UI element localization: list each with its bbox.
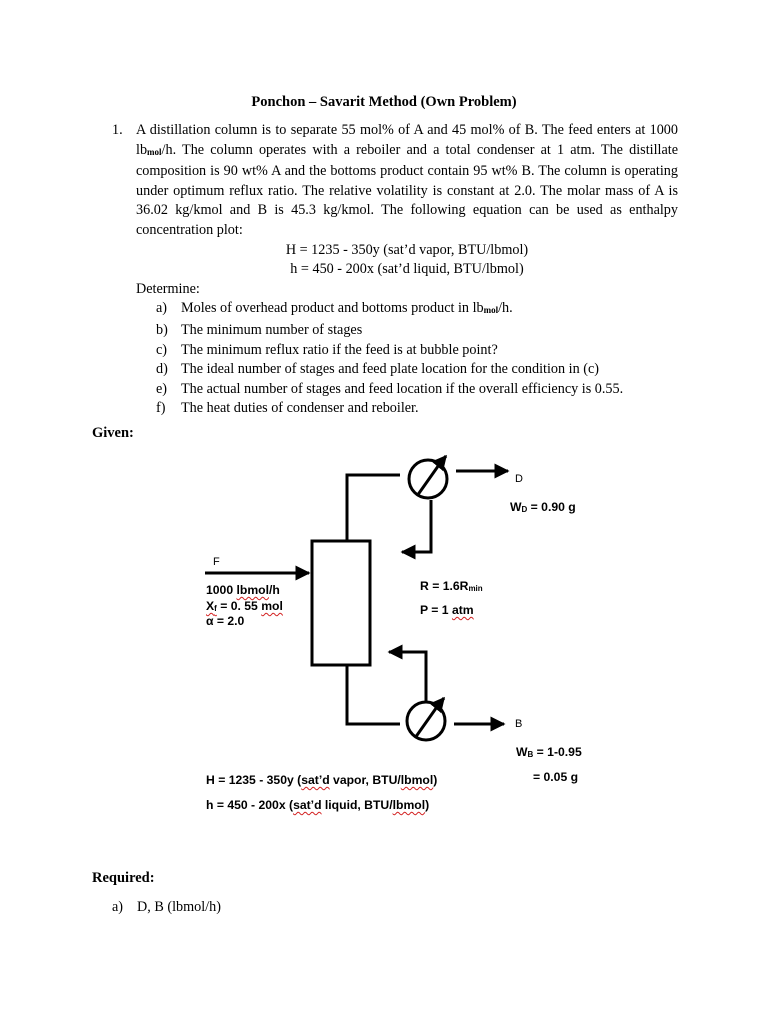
page-title: Ponchon – Savarit Method (Own Problem) — [251, 94, 517, 110]
eq-liquid-pre: h = 450 - 200x ( — [206, 798, 294, 812]
unit-subscript: mol — [147, 146, 162, 157]
eq-liquid-unit: lbmol — [392, 798, 426, 812]
wd-symbol: W — [510, 500, 522, 514]
reboiler-exchanger-arrow — [439, 698, 444, 704]
wd-subscript: D — [521, 505, 528, 514]
pressure-value: P = 1 — [420, 603, 452, 617]
list-item — [156, 299, 678, 321]
problem-number: 1. — [112, 122, 123, 138]
required-item-text: D, B (lbmol/h) — [137, 899, 221, 915]
feed-rate — [206, 583, 280, 597]
reflux-ratio-subscript: min — [468, 584, 483, 593]
reflux-line — [402, 500, 431, 552]
condenser-diagonal — [417, 462, 441, 496]
feed-label: F — [213, 556, 220, 568]
eq-liquid-mid: liquid, BTU/ — [321, 798, 393, 812]
required-heading: Required: — [92, 870, 155, 886]
pressure-unit: atm — [451, 603, 474, 617]
diagram-equation-vapor — [206, 773, 437, 787]
feed-rate-suffix: /h — [269, 583, 280, 597]
list-item-text: The heat duties of condenser and reboiler. — [181, 400, 419, 417]
operating-pressure — [420, 603, 474, 617]
diagram-equation-liquid — [206, 798, 429, 812]
condenser-exchanger-arrow — [441, 456, 446, 462]
required-item-letter: a) — [112, 899, 124, 915]
required-item — [112, 899, 221, 916]
eq-liquid-post: ) — [425, 798, 430, 812]
problem-text-part2: /h. The column operates with a reboiler and a total condenser at 1 atm. The distillate composition is 90 wt% A and the bottoms product contain 95 wt% B. The column is operating under optimum reflux ratio. The relative volatility is constant at 2.0. The molar mass of A is 36.02 kg/kmol and B is 45.3 kg/kmol. The following equation can be used as enthalpy concentration plot: — [136, 141, 678, 238]
reboiler-diagonal — [415, 704, 439, 738]
wb-subscript: B — [527, 750, 534, 759]
wb-symbol: W — [516, 745, 528, 759]
feed-composition — [206, 599, 283, 613]
xf-value: = 0. 55 — [216, 599, 262, 613]
xf-unit: mol — [261, 599, 283, 613]
feed-rate-value: 1000 — [206, 583, 237, 597]
list-item — [156, 380, 678, 400]
distillate-composition — [510, 500, 576, 514]
eq-vapor-satd: sat’d — [301, 773, 330, 787]
determine-label: Determine: — [136, 280, 200, 297]
distillation-column-diagram — [190, 450, 650, 830]
distillate-label: D — [515, 473, 523, 485]
list-item-letter: d) — [156, 361, 168, 378]
list-item-letter: b) — [156, 321, 168, 338]
feed-rate-unit: lbmol — [236, 583, 269, 597]
list-item-text: Moles of overhead product and bottoms product in lb — [181, 300, 484, 317]
list-item-text: The actual number of stages and feed location if the overall efficiency is 0.55. — [181, 380, 624, 397]
overhead-vapor-line — [347, 475, 400, 541]
list-item-letter: e) — [156, 380, 168, 397]
reflux-ratio — [420, 579, 483, 593]
xf-symbol — [206, 599, 217, 613]
eq-vapor-mid: vapor, BTU/ — [329, 773, 401, 787]
column-body — [312, 541, 370, 665]
list-item-letter: a) — [156, 300, 168, 317]
list-item — [156, 399, 678, 419]
eq-liquid-satd: sat’d — [293, 798, 322, 812]
bottoms-composition — [516, 745, 582, 759]
problem-statement — [112, 121, 678, 419]
determine-list — [156, 299, 678, 419]
reflux-ratio-text: R = 1.6R — [420, 579, 469, 593]
eq-vapor-post: ) — [433, 773, 438, 787]
xf-subscript: f — [214, 604, 217, 613]
list-item — [156, 321, 678, 341]
bottoms-composition-result: = 0.05 g — [533, 770, 579, 784]
list-item-letter: c) — [156, 341, 168, 358]
wb-value: = 1-0.95 — [533, 745, 582, 759]
list-item — [156, 360, 678, 380]
list-item-letter: f) — [156, 400, 166, 417]
xf-symbol-letter: X — [206, 599, 215, 613]
problem-text — [136, 121, 678, 241]
wd-value: = 0.90 g — [527, 500, 576, 514]
given-heading: Given: — [92, 425, 134, 441]
eq-vapor-unit: lbmol — [400, 773, 434, 787]
boilup-line — [389, 652, 426, 702]
list-item-text: The minimum number of stages — [181, 321, 363, 338]
equation-vapor: H = 1235 - 350y (sat’d vapor, BTU/lbmol) — [285, 241, 529, 258]
problem-text-part1: A distillation column is to separate 55 mol% of A and 45 mol% of B. The feed enters at 1000 lb — [136, 122, 678, 158]
list-item — [156, 341, 678, 361]
bottoms-label: B — [515, 718, 523, 730]
relative-volatility: α = 2.0 — [206, 614, 245, 628]
list-item-text: The minimum reflux ratio if the feed is at bubble point? — [181, 341, 498, 358]
bottoms-line — [347, 665, 400, 724]
equation-liquid: h = 450 - 200x (sat’d liquid, BTU/lbmol) — [290, 261, 524, 278]
eq-vapor-pre: H = 1235 - 350y ( — [206, 773, 302, 787]
list-item-text: The ideal number of stages and feed plate location for the condition in (c) — [181, 361, 599, 378]
unit-subscript: mol — [483, 305, 499, 316]
list-item-text-end: /h. — [498, 300, 513, 317]
